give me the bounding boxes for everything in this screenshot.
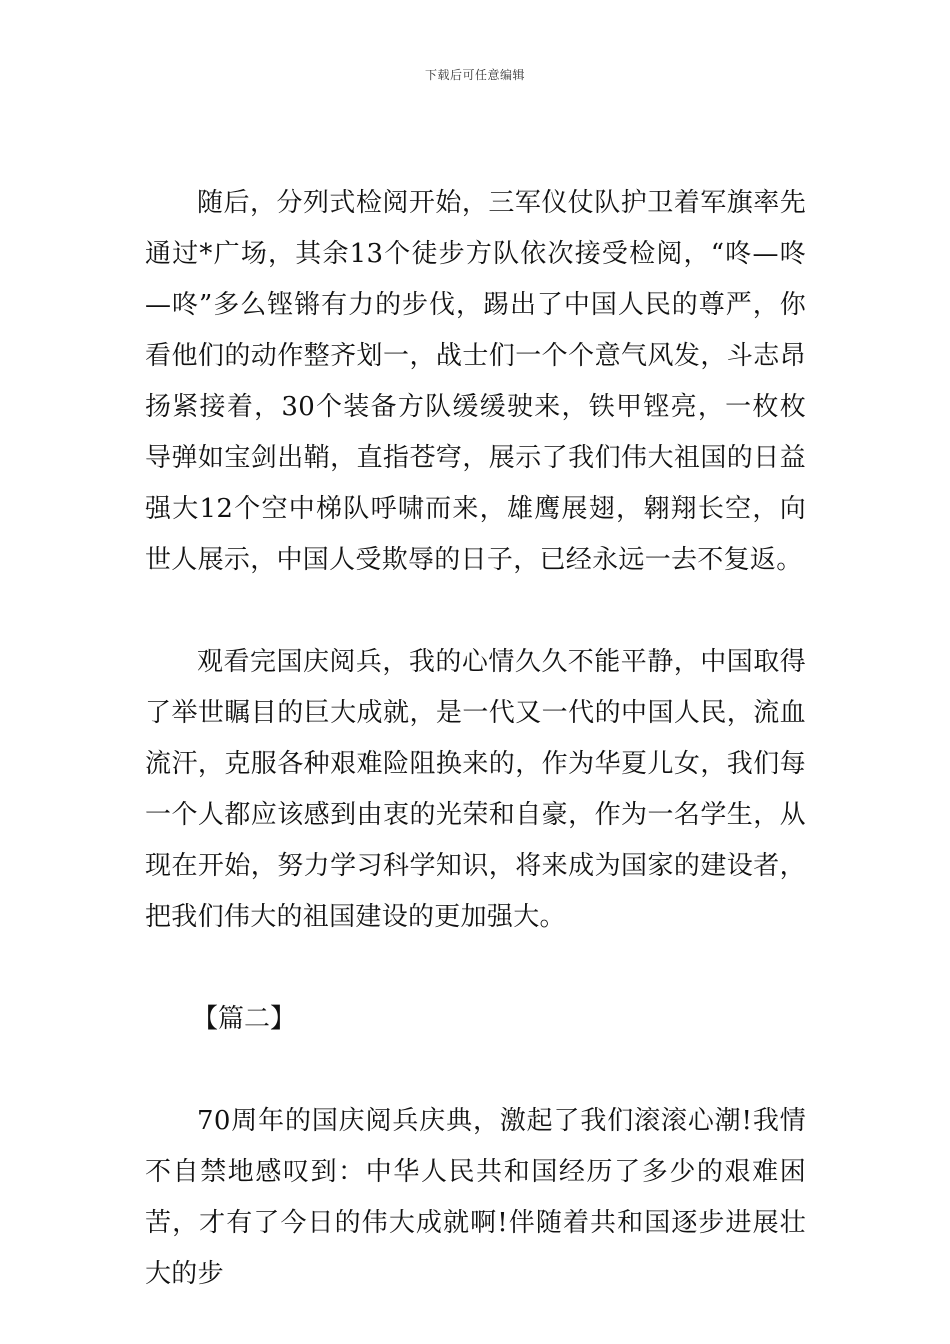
paragraph-part-two: 70周年的国庆阅兵庆典，激起了我们滚滚心潮!我情不自禁地感叹到：中华人民共和国经历了多少的艰难困苦，才有了今日的伟大成就啊!伴随着共和国逐步进展壮大的步 bbox=[145, 1106, 806, 1289]
paragraph-reflection: 观看完国庆阅兵，我的心情久久不能平静，中国取得了举世瞩目的巨大成就，是一代又一代的中国人民，流血流汗，克服各种艰难险阻换来的，作为华夏儿女，我们每一个人都应该感到由衷的光荣和自豪，作为一名学生，从现在开始，努力学习科学知识，将来成为国家的建设者，把我们伟大的祖国建设的更加强大。 bbox=[145, 647, 806, 932]
paragraph-review-procession: 随后，分列式检阅开始，三军仪仗队护卫着军旗率先通过*广场，其余13个徒步方队依次接受检阅，“咚—咚—咚”多么铿锵有力的步伐，踢出了中国人民的尊严，你看他们的动作整齐划一，战士们一个个意气风发，斗志昂扬紧接着，30个装备方队缓缓驶来，铁甲铿亮，一枚枚导弹如宝剑出鞘，直指苍穹，展示了我们伟大祖国的日益强大12个空中梯队呼啸而来，雄鹰展翅，翱翔长空，向世人展示，中国人受欺辱的日子，已经永远一去不复返。 bbox=[145, 188, 806, 575]
paragraph-spacer bbox=[145, 586, 806, 637]
paragraph-spacer bbox=[145, 943, 806, 994]
paragraph-spacer bbox=[145, 1045, 806, 1096]
page-header: 下载后可任意编辑 bbox=[424, 68, 525, 82]
document-body bbox=[145, 178, 806, 1300]
section-heading: 【篇二】 bbox=[192, 1004, 297, 1034]
